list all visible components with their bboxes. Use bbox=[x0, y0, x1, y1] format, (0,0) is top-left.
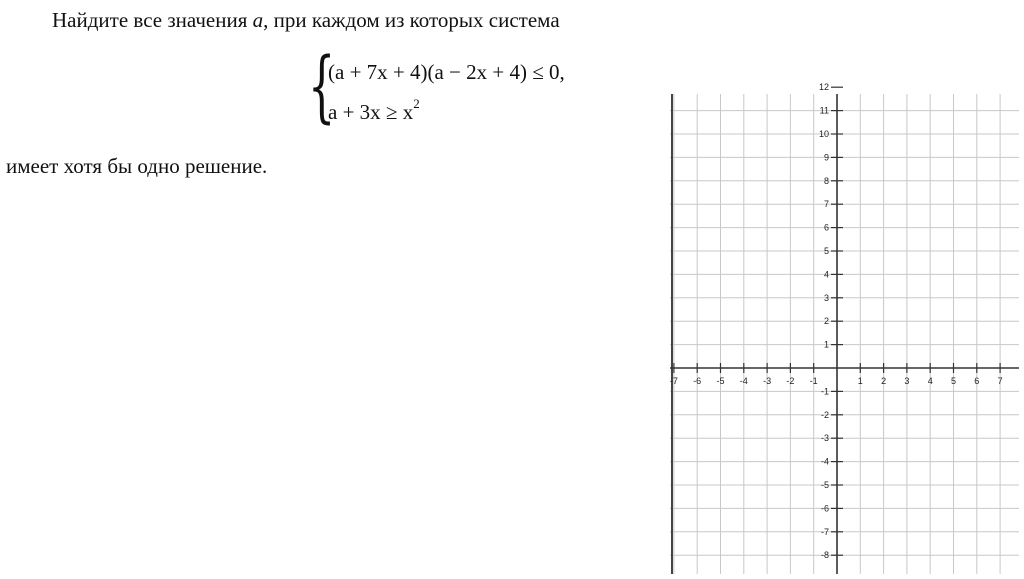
y-tick-label: 12 bbox=[818, 82, 829, 93]
y-tick-label: 6 bbox=[823, 222, 829, 233]
prompt-text-before: Найдите все значения bbox=[52, 8, 253, 32]
grid-lines bbox=[670, 94, 1019, 574]
system-brace: { bbox=[308, 42, 336, 132]
y-tick-label: 3 bbox=[823, 292, 829, 303]
x-tick-label: 6 bbox=[974, 376, 980, 386]
y-tick-label: 5 bbox=[823, 246, 829, 256]
x-tick-label: 2 bbox=[881, 376, 887, 386]
y-tick-label: -5 bbox=[820, 480, 829, 490]
inequality-2 bbox=[328, 96, 420, 125]
y-tick-label: 9 bbox=[823, 152, 829, 163]
y-tick-label: -1 bbox=[820, 386, 829, 397]
x-tick-label: 5 bbox=[950, 376, 957, 386]
y-tick-label: 4 bbox=[823, 269, 829, 280]
y-tick-label: -7 bbox=[820, 526, 829, 537]
y-tick-label: 2 bbox=[823, 316, 829, 327]
x-tick-label: -1 bbox=[809, 376, 818, 386]
problem-statement bbox=[52, 8, 560, 33]
x-tick-label: -5 bbox=[716, 376, 725, 386]
x-tick-label: 1 bbox=[857, 376, 863, 386]
y-tick-label: 7 bbox=[823, 199, 829, 210]
y-tick-label: -3 bbox=[820, 433, 829, 444]
inequality-2-main: a + 3x ≥ x bbox=[328, 100, 414, 124]
y-tick-label: -2 bbox=[820, 409, 829, 420]
y-tick-label: -4 bbox=[820, 456, 829, 467]
coordinate-grid-svg bbox=[669, 82, 1019, 574]
prompt-variable: a bbox=[252, 8, 264, 32]
x-tick-label: -7 bbox=[669, 376, 678, 386]
x-tick-label: 7 bbox=[997, 376, 1003, 386]
problem-tail: имеет хотя бы одно решение. bbox=[6, 154, 268, 178]
y-tick-label: 8 bbox=[823, 175, 829, 186]
inequality-2-exponent: 2 bbox=[413, 96, 420, 111]
x-tick-label: -4 bbox=[739, 376, 748, 386]
axes bbox=[670, 87, 1019, 574]
y-tick-label: 1 bbox=[823, 339, 829, 350]
y-tick-label: 10 bbox=[818, 129, 829, 139]
x-tick-label: 3 bbox=[904, 376, 910, 386]
inequality-1: (a + 7x + 4)(a − 2x + 4) ≤ 0, bbox=[328, 60, 565, 84]
equation-system bbox=[308, 42, 648, 136]
y-tick-label: 11 bbox=[819, 105, 829, 116]
y-tick-label: -8 bbox=[820, 550, 829, 561]
x-tick-label: -3 bbox=[763, 376, 772, 386]
x-tick-label: -2 bbox=[786, 376, 795, 386]
prompt-text-after: , при каждом из которых система bbox=[263, 8, 560, 32]
coordinate-grid bbox=[669, 82, 1019, 574]
x-tick-label: 4 bbox=[927, 376, 933, 386]
x-tick-label: -6 bbox=[693, 376, 702, 386]
y-tick-label: -6 bbox=[820, 503, 829, 514]
